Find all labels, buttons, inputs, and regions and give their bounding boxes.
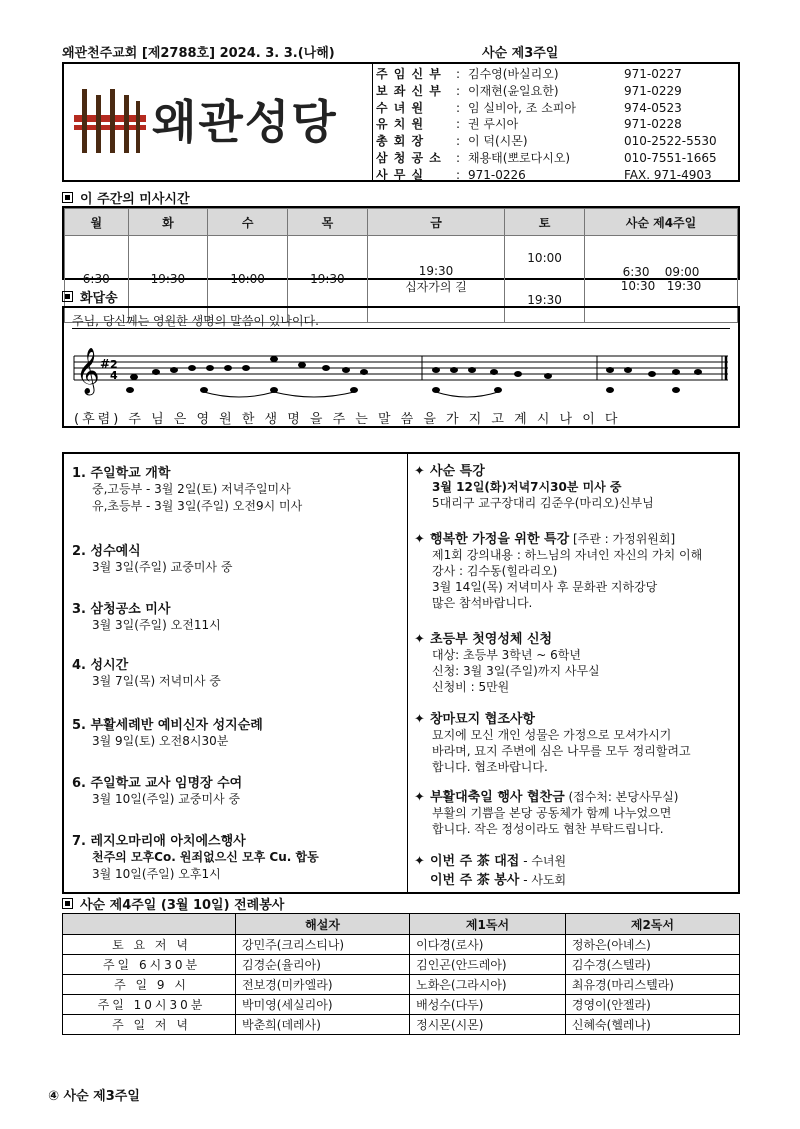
notice-item: 3. 삼청공소 미사 3월 3일(주일) 오전11시 xyxy=(72,602,221,632)
table-row: 주 일 9 시 전보경(미카엘라) 노화은(그라시아) 최유경(마리스텔라) xyxy=(63,975,740,995)
hymn-box xyxy=(62,306,740,428)
table-row: 주일 10시30분 박미영(세실리아) 배성수(다두) 경영이(안젤라) xyxy=(63,995,740,1015)
servers-section-title: 사순 제4주일 (3월 10일) 전례봉사 xyxy=(62,894,284,913)
mass-time-saturday: 10:00 19:30 xyxy=(505,236,585,323)
square-bullet-icon xyxy=(62,898,73,909)
logo-text: 왜관성당 xyxy=(152,95,338,149)
star-bullet-icon: ✦ xyxy=(414,532,425,547)
star-bullet-icon: ✦ xyxy=(414,790,425,805)
mass-section-title: 이 주간의 미사시간 xyxy=(62,188,190,207)
notice-item: ✦ 창마묘지 협조사항 묘지에 모신 개인 성물은 가정으로 모셔가시기 바라며, 묘지 주변에 심은 나무를 모두 정리할려고 합니다. 협조바랍니다. xyxy=(414,712,691,774)
hymn-text: 주님, 당신께는 영원한 생명의 말씀이 있나이다. xyxy=(72,314,319,328)
day-header: 월 xyxy=(65,209,129,236)
table-row: 토 요 저 녁 강민주(크리스티나) 이다경(로사) 정하은(아녜스) xyxy=(63,935,740,955)
hymn-lyrics: (후렴) 주 님 은 영 원 한 생 명 을 주 는 말 씀 을 가 지 고 계 시 나 이 다 xyxy=(74,412,621,427)
day-header: 수 xyxy=(208,209,288,236)
staff-row: 유 치 원 : 권 루시아 971-0228 xyxy=(376,117,682,132)
mass-time: 10:00 xyxy=(208,236,288,323)
mass-time-friday: 19:30 십자가의 길 xyxy=(367,236,504,323)
issue-info: 왜관천주교회 [제2788호] 2024. 3. 3.(나해) xyxy=(62,46,335,61)
notice-item: 2. 성수예식 3월 3일(주일) 교중미사 중 xyxy=(72,544,233,574)
staff-row: 총 회 장 : 이 덕(시몬) 010-2522-5530 xyxy=(376,134,717,149)
notice-item: 4. 성시간 3월 7일(목) 저녁미사 중 xyxy=(72,658,221,688)
staff-row: 수 녀 원 : 임 실비아, 조 소피아 974-0523 xyxy=(376,100,682,115)
day-header: 화 xyxy=(128,209,208,236)
servers-header: 제2독서 xyxy=(565,914,739,935)
staff-directory xyxy=(376,66,736,184)
servers-header xyxy=(63,914,236,935)
day-header: 목 xyxy=(288,209,368,236)
table-row: 주일 6시30분 김경순(율리아) 김인곤(안드레아) 김수경(스텔라) xyxy=(63,955,740,975)
notice-item: ✦ 부활대축일 행사 협찬금 (접수처: 본당사무실) 부활의 기쁨을 본당 공동체가 함께 나누었으면 합니다. 작은 정성이라도 협찬 부탁드립니다. xyxy=(414,790,679,836)
star-bullet-icon: ✦ xyxy=(414,464,425,479)
notices-box xyxy=(62,452,740,894)
svg-text:2: 2 xyxy=(110,358,118,371)
svg-text:#: # xyxy=(100,357,111,371)
page-footer: ④ 사순 제3주일 xyxy=(48,1089,140,1104)
church-logo-icon xyxy=(74,89,146,157)
staff-row: 삼 청 공 소 : 채용태(뽀로다시오) 010-7551-1665 xyxy=(376,150,717,165)
liturgical-day: 사순 제3주일 xyxy=(482,46,559,61)
day-header: 사순 제4주일 xyxy=(585,209,738,236)
staff-row: 주 임 신 부 : 김수영(바실리오) 971-0227 xyxy=(376,67,682,81)
mass-time: 6:30 xyxy=(65,236,129,323)
notice-item: 7. 레지오마리애 아치에스행사 천주의 모후Co. 원죄없으신 모후 Cu. 합동 3월 10일(주일) 오후1시 xyxy=(72,834,319,881)
notice-item: 6. 주일학교 교사 임명장 수여 3월 10일(주일) 교중미사 중 xyxy=(72,776,243,806)
notice-item: 5. 부활세례반 예비신자 성지순례 3월 9일(토) 오전8시30분 xyxy=(72,718,263,748)
square-bullet-icon xyxy=(62,291,73,302)
square-bullet-icon xyxy=(62,192,73,203)
day-header: 금 xyxy=(367,209,504,236)
notice-item: 1. 주일학교 개학 중,고등부 - 3월 2일(토) 저녁주일미사 유,초등부 - 3월 3일(주일) 오전9시 미사 xyxy=(72,466,303,513)
day-header: 토 xyxy=(505,209,585,236)
staff-row: 보 좌 신 부 : 이재현(윤일요한) 971-0229 xyxy=(376,83,682,98)
staff-row: 사 무 실 : 971-0226 FAX. 971-4903 xyxy=(376,167,712,182)
mass-time: 19:30 xyxy=(128,236,208,323)
notice-item: ✦ 초등부 첫영성체 신청 대상: 초등부 3학년 ~ 6학년 신청: 3월 3일(주일)까지 사무실 신청비 : 5만원 xyxy=(414,632,600,694)
music-score xyxy=(64,332,738,412)
star-bullet-icon: ✦ xyxy=(414,632,425,647)
notice-item: ✦ 사순 특강 3월 12일(화)저녁7시30분 미사 중 5대리구 교구장대리 김준우(마리오)신부님 xyxy=(414,464,654,510)
servers-header: 해설자 xyxy=(236,914,410,935)
hymn-section-title: 화답송 xyxy=(62,287,118,306)
weekly-duty: ✦ 이번 주 茶 대접 - 수녀원 이번 주 茶 봉사 - 사도회 xyxy=(414,854,567,888)
servers-header: 제1독서 xyxy=(410,914,566,935)
table-row: 주 일 저 녁 박춘희(데레사) 정시몬(시몬) 신혜숙(헬레나) xyxy=(63,1015,740,1035)
star-bullet-icon: ✦ xyxy=(414,854,425,869)
star-bullet-icon: ✦ xyxy=(414,712,425,727)
svg-text:4: 4 xyxy=(110,369,118,382)
header-box xyxy=(62,62,740,182)
svg-text:𝄞: 𝄞 xyxy=(76,348,100,394)
notice-item: ✦ 행복한 가정을 위한 특강 [주관 : 가정위원회] 제1회 강의내용 : 하느님의 자녀인 자신의 가치 이해 강사 : 김수동(힐라리오) 3월 14일(목) 저녁미사 후 문화관 지하강당 많은 참석바랍니다. xyxy=(414,532,703,610)
mass-time: 19:30 xyxy=(288,236,368,323)
logo-area xyxy=(64,64,373,180)
mass-time-sunday: 6:30 09:00 10:30 19:30 xyxy=(585,236,738,323)
servers-table xyxy=(62,913,740,1035)
